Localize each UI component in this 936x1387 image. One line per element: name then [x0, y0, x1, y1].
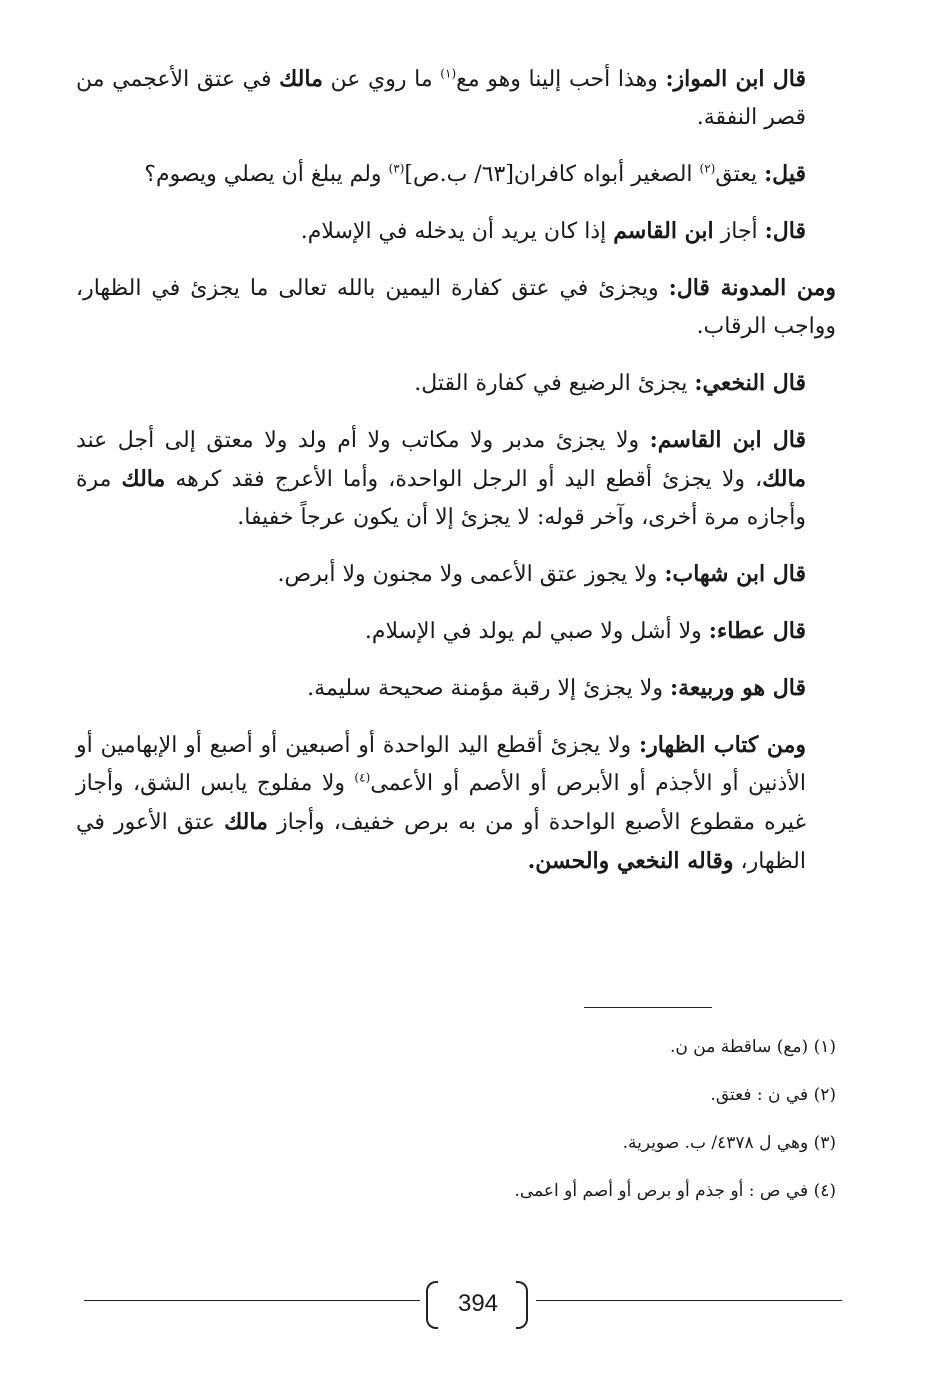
footnote-ref-3: (٣)	[388, 161, 405, 176]
paragraph-8	[76, 612, 836, 651]
text-run: عتق الأعور في الظهار،	[76, 810, 806, 874]
paragraph-2	[76, 155, 836, 194]
text-run: ويجزئ في عتق كفارة اليمين بالله تعالى ما يجزئ في الظهار، وواجب الرقاب.	[76, 276, 836, 339]
text-run: الصغير أبواه كافران[٦٣/ ب.ص]	[404, 162, 700, 187]
footnote-separator	[584, 1007, 712, 1008]
paragraph-5	[76, 364, 836, 403]
text-run: إذا كان يريد أن يدخله في الإسلام.	[300, 219, 614, 244]
footnote-ref-2: (٢)	[699, 161, 716, 176]
paragraph-lead: قال:	[764, 218, 806, 244]
text-run: ولا مفلوج يابس الشق، وأجاز غيره مقطوع الأصبع الواحدة أو من به برص خفيف، وأجاز	[76, 771, 806, 835]
name-malik: مالك	[279, 66, 323, 92]
text-run: ولا يجزئ أقطع اليد الواحدة أو أصبعين أو أصبع أو الإبهامين أو الأذنين أو الأجذم أو الأبرص أو الأصم أو الأعمى	[76, 733, 807, 796]
paragraph-lead: قال هو وربيعة:	[669, 675, 806, 701]
text-run: ولا يجزئ إلا رقبة مؤمنة صحيحة سليمة.	[307, 676, 670, 701]
text-run: يعتق	[715, 162, 765, 187]
page-number: 394	[457, 1290, 499, 1317]
footnote-2: (٢) في ن : فعتق.	[710, 1085, 836, 1105]
name-malik: مالك	[762, 466, 806, 492]
paragraph-lead: ومن كتاب الظهار:	[638, 732, 807, 758]
text-run: ولا أشل ولا صبي لم يولد في الإسلام.	[364, 619, 709, 644]
text-run: مرة وأجازه مرة أخرى، وآخر قوله: لا يجزئ إلا أن يكون عرجاً خفيفا.	[76, 467, 806, 530]
footnote-ref-4: (٤)	[354, 770, 371, 785]
text-run: في عتق الأعجمي من قصر النفقة.	[76, 67, 806, 130]
text-run: يجزئ الرضيع في كفارة القتل.	[414, 371, 695, 396]
name-malik: مالك	[121, 466, 166, 492]
name-ibn-alqasim: ابن القاسم	[613, 218, 714, 244]
paragraph-9	[76, 669, 836, 708]
text-run: ما روي عن	[322, 67, 441, 92]
text-run: ولم يبلغ أن يصلي ويصوم؟	[144, 162, 389, 187]
text-run: ولا يجوز عتق الأعمى ولا مجنون ولا أبرص.	[277, 562, 665, 587]
footnote-3: (٣) وهي ل ٤٣٧٨/ ب. صويرية.	[622, 1133, 836, 1153]
paragraph-lead: قال ابن شهاب:	[664, 561, 806, 587]
name-malik: مالك	[224, 809, 268, 835]
paragraph-4	[76, 269, 836, 346]
paragraph-lead: قيل:	[764, 161, 806, 187]
paragraph-lead: قال عطاء:	[708, 618, 806, 644]
paragraph-lead: قال ابن القاسم:	[649, 427, 806, 453]
closing-attribution: وقاله النخعي والحسن.	[527, 848, 734, 874]
paragraph-1	[76, 60, 836, 137]
paragraph-lead: قال النخعي:	[694, 370, 806, 396]
paragraph-lead: قال ابن المواز:	[665, 66, 807, 92]
footnote-ref-1: (١)	[440, 66, 457, 81]
text-run: أجاز	[713, 219, 765, 244]
paragraph-3	[76, 212, 836, 251]
paragraph-lead: ومن المدونة قال:	[668, 275, 836, 301]
footnote-1: (١) (مع) ساقطة من ن.	[670, 1037, 836, 1057]
footer-rule-right	[536, 1300, 842, 1301]
main-text	[76, 60, 836, 899]
text-run: ، ولا يجزئ أقطع اليد أو الرجل الواحدة، وأما الأعرج فقد كرهه	[165, 467, 763, 492]
footer-rule-left	[84, 1300, 420, 1301]
paragraph-6	[76, 421, 836, 537]
footnote-4: (٤) في ص : أو جذم أو برص أو أصم أو اعمى.	[514, 1181, 836, 1201]
text-run: ولا يجزئ مدبر ولا مكاتب ولا أم ولد ولا معتق إلى أجل عند	[76, 428, 650, 453]
paragraph-10	[76, 726, 836, 881]
paragraph-7	[76, 555, 836, 594]
footnotes	[300, 1036, 836, 1228]
text-run: وهذا أحب إلينا وهو مع	[456, 67, 666, 92]
